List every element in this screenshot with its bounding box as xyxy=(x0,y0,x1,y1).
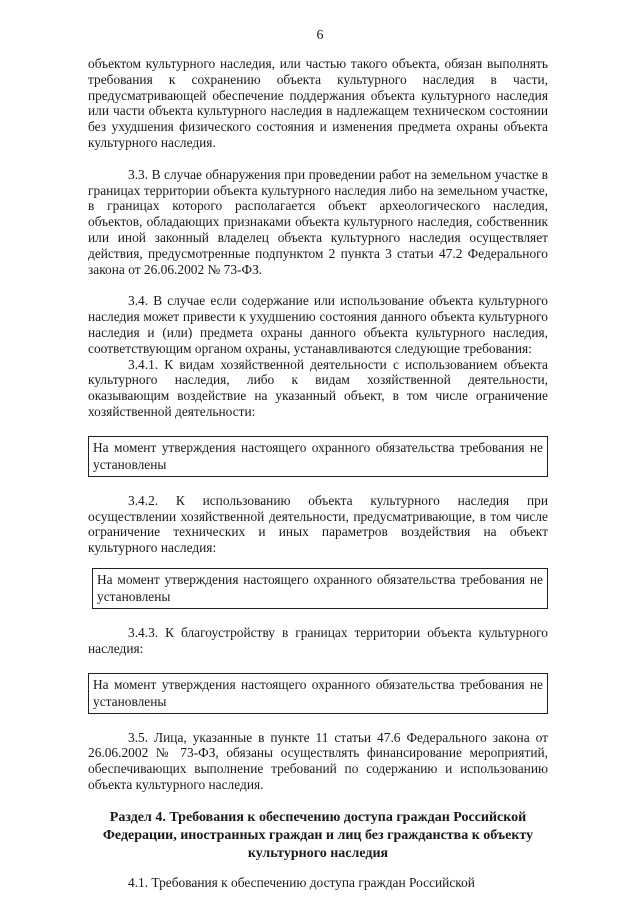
requirements-box-1: На момент утверждения настоящего охранного обязательства требования не установлены xyxy=(88,436,548,477)
section-4-heading: Раздел 4. Требования к обеспечению доступа граждан Российской Федерации, иностранных граждан и лиц без гражданства к объекту культурного наследия xyxy=(102,809,534,861)
page-number: 6 xyxy=(316,28,324,43)
paragraph-3-4-1: 3.4.1. К видам хозяйственной деятельности с использованием объекта культурного наследия, либо к видам хозяйственной деятельности, оказывающим воздействие на указанный объект, в том числе ограничение хозяйственной деятельности: xyxy=(88,356,548,419)
requirements-box-3: На момент утверждения настоящего охранного обязательства требования не установлены xyxy=(88,673,548,714)
paragraph-continuation: объектом культурного наследия, или частью такого объекта, обязан выполнять требования к сохранению объекта культурного наследия в части, предусматривающей обеспечение поддержания объекта культурного наследия или части объекта культурного наследия в надлежащем техническом состоянии без ухудшения физического состояния и изменения предмета охраны объекта культурного наследия. xyxy=(88,56,548,150)
requirements-box-2: На момент утверждения настоящего охранного обязательства требования не установлены xyxy=(92,568,548,609)
paragraph-3-4-3: 3.4.3. К благоустройству в границах территории объекта культурного наследия: xyxy=(88,624,548,656)
paragraph-4-1: 4.1. Требования к обеспечению доступа граждан Российской xyxy=(128,874,475,890)
paragraph-3-5: 3.5. Лица, указанные в пункте 11 статьи 47.6 Федерального закона от 26.06.2002 № 73-ФЗ, обязаны осуществлять финансирование мероприятий, обеспечивающих выполнение требований по содержанию и использованию объекта культурного наследия. xyxy=(88,729,548,792)
paragraph-3-4: 3.4. В случае если содержание или использование объекта культурного наследия может привести к ухудшению состояния данного объекта культурного наследия и (или) предмета охраны данного объекта культурного наследия, соответствующим органом охраны, устанавливаются следующие требования: xyxy=(88,293,548,356)
document-body xyxy=(88,56,548,891)
paragraph-3-3: 3.3. В случае обнаружения при проведении работ на земельном участке в границах территории объекта культурного наследия либо на земельном участке, в границах которого располагается объект археологического наследия, объектов, обладающих признаками объекта культурного наследия, собственник или иной законный владелец объекта культурного наследия осуществляет действия, предусмотренные подпунктом 2 пункта 3 статьи 47.2 Федерального закона от 26.06.2002 № 73-ФЗ. xyxy=(88,166,548,277)
paragraph-3-4-2: 3.4.2. К использованию объекта культурного наследия при осуществлении хозяйственной деятельности, предусматривающие, в том числе ограничение технических и иных параметров воздействия на объект культурного наследия: xyxy=(88,492,548,556)
